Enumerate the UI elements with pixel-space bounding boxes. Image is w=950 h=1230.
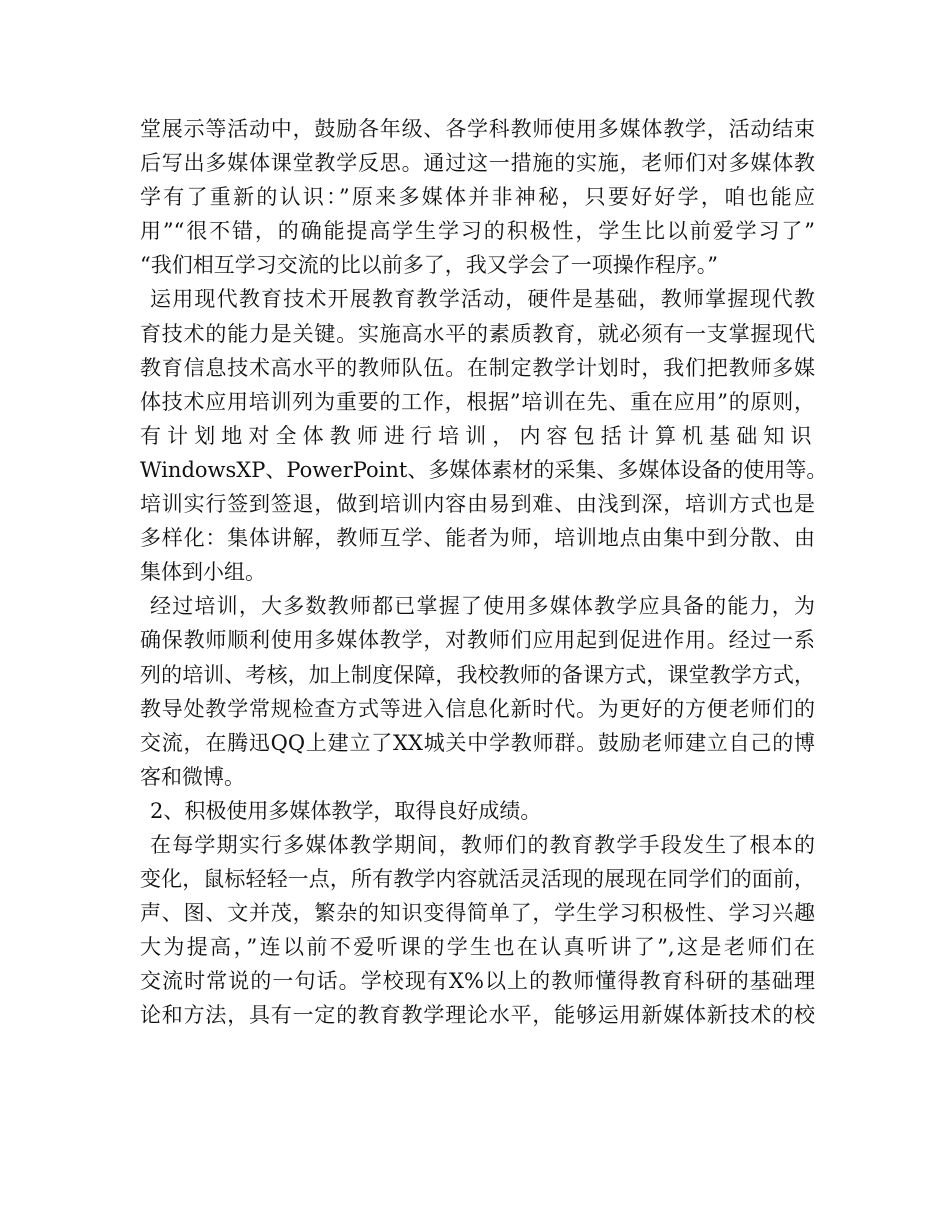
text-line: 培训实行签到签退，做到培训内容由易到难、由浅到深，培训方式也是 xyxy=(140,492,815,517)
text-line: 堂展示等活动中，鼓励各年级、各学科教师使用多媒体教学，活动结束 xyxy=(140,117,815,141)
text-line: 论和方法，具有一定的教育教学理论水平，能够运用新媒体新技术的校 xyxy=(140,1003,815,1028)
text-line: 教导处教学常规检查方式等进入信息化新时代。为更好的方便老师们的 xyxy=(140,696,815,721)
paragraph-start-line: 运用现代教育技术开展教育教学活动，硬件是基础，教师掌握现代教 xyxy=(150,287,815,312)
text-line: 交流时常说的一句话。学校现有X%以上的教师懂得教育科研的基础理 xyxy=(140,969,815,994)
text-line: 大为提高，”连以前不爱听课的学生也在认真听讲了”,这是老师们在 xyxy=(140,935,815,960)
text-line: 变化，鼠标轻轻一点，所有教学内容就活灵活现的展现在同学们的面前， xyxy=(140,867,815,892)
document-page xyxy=(140,112,828,1033)
paragraph-start-line: 经过培训，大多数教师都已掌握了使用多媒体教学应具备的能力，为 xyxy=(150,594,815,619)
text-line: 学有了重新的认识：”原来多媒体并非神秘，只要好好学，咱也能应 xyxy=(140,185,815,210)
text-line: 用”“很不错，的确能提高学生学习的积极性，学生比以前爱学习了” xyxy=(140,219,815,244)
text-line: 后写出多媒体课堂教学反思。通过这一措施的实施，老师们对多媒体教 xyxy=(140,151,815,176)
text-line: WindowsXP、PowerPoint、多媒体素材的采集、多媒体设备的使用等。 xyxy=(140,457,828,482)
text-line: 声、图、文并茂，繁杂的知识变得简单了，学生学习积极性、学习兴趣 xyxy=(140,901,815,926)
text-line: 教育信息技术高水平的教师队伍。在制定教学计划时，我们把教师多媒 xyxy=(140,355,815,380)
text-line: 育技术的能力是关键。实施高水平的素质教育，就必须有一支掌握现代 xyxy=(140,321,815,346)
text-line: “我们相互学习交流的比以前多了，我又学会了一项操作程序。” xyxy=(140,253,718,278)
section-heading: 2、积极使用多媒体教学，取得良好成绩。 xyxy=(150,798,542,823)
text-line: 确保教师顺利使用多媒体教学，对教师们应用起到促进作用。经过一系 xyxy=(140,628,815,653)
text-line: 客和微博。 xyxy=(140,764,245,789)
text-line: 列的培训、考核，加上制度保障，我校教师的备课方式，课堂教学方式， xyxy=(140,662,815,687)
text-line: 交流，在腾迅QQ上建立了XX城关中学教师群。鼓励老师建立自己的博 xyxy=(140,730,815,755)
text-line: 有计划地对全体教师进行培训，内容包括计算机基础知识 xyxy=(140,423,815,448)
text-line: 集体到小组。 xyxy=(140,560,266,585)
text-line: 体技术应用培训列为重要的工作，根据”培训在先、重在应用”的原则， xyxy=(140,389,815,414)
paragraph-start-line: 在每学期实行多媒体教学期间，教师们的教育教学手段发生了根本的 xyxy=(150,832,815,857)
text-line: 多样化：集体讲解，教师互学、能者为师，培训地点由集中到分散、由 xyxy=(140,526,815,551)
